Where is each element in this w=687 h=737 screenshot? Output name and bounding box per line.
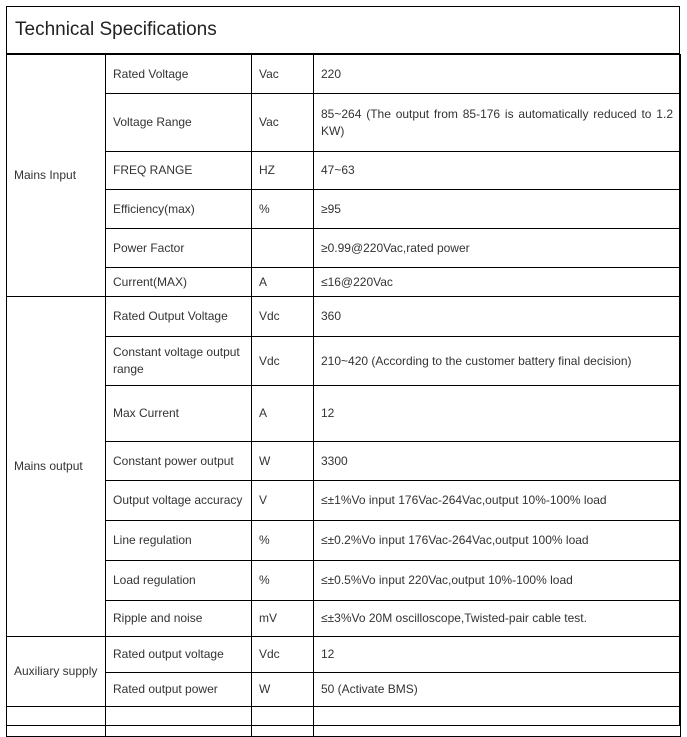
param-cell: Rated output power — [106, 673, 252, 707]
value-cell — [314, 707, 681, 737]
unit-cell: V — [252, 481, 314, 521]
value-cell: 85~264 (The output from 85-176 is automatically reduced to 1.2 KW) — [314, 94, 681, 152]
table-row — [7, 442, 681, 481]
param-cell: Voltage Range — [106, 94, 252, 152]
spec-table — [6, 54, 681, 737]
unit-cell: Vdc — [252, 297, 314, 337]
unit-cell: A — [252, 268, 314, 297]
table-row — [7, 601, 681, 637]
page-title: Technical Specifications — [7, 7, 679, 54]
unit-cell: Vac — [252, 94, 314, 152]
table-row — [7, 707, 681, 737]
value-cell: ≤±0.2%Vo input 176Vac-264Vac,output 100% load — [314, 521, 681, 561]
table-row — [7, 94, 681, 152]
value-cell: 220 — [314, 55, 681, 94]
param-cell: Line regulation — [106, 521, 252, 561]
table-row — [7, 268, 681, 297]
param-cell: Efficiency(max) — [106, 190, 252, 229]
unit-cell: Vdc — [252, 337, 314, 386]
unit-cell: A — [252, 386, 314, 442]
param-cell: Load regulation — [106, 561, 252, 601]
param-cell: Rated Voltage — [106, 55, 252, 94]
table-row — [7, 229, 681, 268]
param-cell: Constant power output — [106, 442, 252, 481]
group-label-mains-output: Mains output — [7, 297, 106, 637]
unit-cell: W — [252, 442, 314, 481]
param-cell: FREQ RANGE — [106, 152, 252, 190]
param-cell: Power Factor — [106, 229, 252, 268]
unit-cell: mV — [252, 601, 314, 637]
unit-cell — [252, 707, 314, 737]
group-label-mains-input: Mains Input — [7, 55, 106, 297]
table-row — [7, 673, 681, 707]
unit-cell: % — [252, 521, 314, 561]
unit-cell: Vac — [252, 55, 314, 94]
table-row — [7, 561, 681, 601]
value-cell: ≥0.99@220Vac,rated power — [314, 229, 681, 268]
unit-cell: HZ — [252, 152, 314, 190]
value-cell: ≤±0.5%Vo input 220Vac,output 10%-100% load — [314, 561, 681, 601]
spec-sheet — [6, 6, 680, 726]
table-row — [7, 152, 681, 190]
value-cell: ≤±3%Vo 20M oscilloscope,Twisted-pair cable test. — [314, 601, 681, 637]
value-cell: 50 (Activate BMS) — [314, 673, 681, 707]
param-cell: Constant voltage output range — [106, 337, 252, 386]
value-cell: ≥95 — [314, 190, 681, 229]
param-cell — [106, 707, 252, 737]
table-row — [7, 297, 681, 337]
value-cell: ≤16@220Vac — [314, 268, 681, 297]
value-cell: ≤±1%Vo input 176Vac-264Vac,output 10%-100% load — [314, 481, 681, 521]
value-cell: 12 — [314, 637, 681, 673]
param-cell: Max Current — [106, 386, 252, 442]
param-cell: Rated Output Voltage — [106, 297, 252, 337]
param-cell: Output voltage accuracy — [106, 481, 252, 521]
unit-cell: % — [252, 190, 314, 229]
table-row — [7, 521, 681, 561]
value-cell: 3300 — [314, 442, 681, 481]
value-cell: 47~63 — [314, 152, 681, 190]
table-row — [7, 337, 681, 386]
table-row — [7, 190, 681, 229]
param-cell: Current(MAX) — [106, 268, 252, 297]
value-cell: 210~420 (According to the customer battery final decision) — [314, 337, 681, 386]
empty-cell — [7, 707, 106, 737]
param-cell: Rated output voltage — [106, 637, 252, 673]
table-row — [7, 386, 681, 442]
table-row — [7, 481, 681, 521]
value-cell: 360 — [314, 297, 681, 337]
unit-cell — [252, 229, 314, 268]
unit-cell: % — [252, 561, 314, 601]
unit-cell: W — [252, 673, 314, 707]
value-cell: 12 — [314, 386, 681, 442]
param-cell: Ripple and noise — [106, 601, 252, 637]
table-row — [7, 55, 681, 94]
table-row — [7, 637, 681, 673]
unit-cell: Vdc — [252, 637, 314, 673]
group-label-auxiliary-supply: Auxiliary supply — [7, 637, 106, 707]
